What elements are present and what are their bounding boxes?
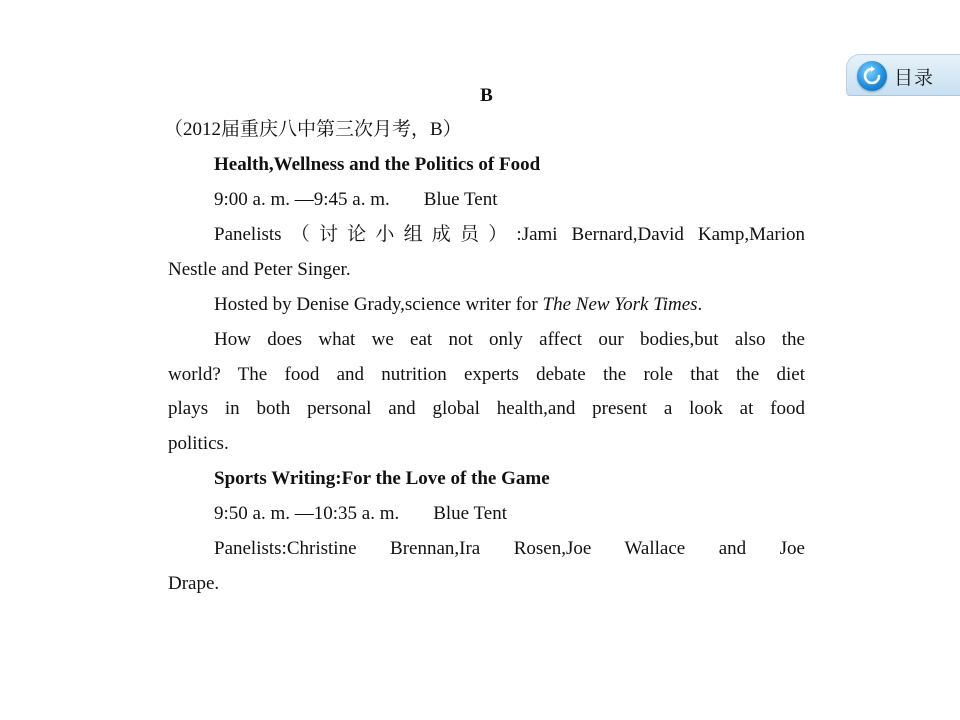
event1-panelists-line2: Nestle and Peter Singer. [168,259,351,280]
source-citation: （2012届重庆八中第三次月考，B） [164,119,462,140]
event1-panelists-line1: Panelists（讨论小组成员）:Jami Bernard,David Kamp,Marion [214,224,805,245]
event1-title: Health,Wellness and the Politics of Food [214,154,541,175]
event2-panelists-line2: Drape. [168,573,220,594]
event1-host [214,293,702,317]
toc-label: 目录 [894,67,935,89]
event1-desc-line3: plays in both personal and global health,and present a look at food [168,398,805,419]
section-letter: B [480,85,493,106]
event1-time: 9:00 a. m. —9:45 a. m. [214,189,390,210]
event1-desc-line4: politics. [168,433,229,454]
event2-title: Sports Writing:For the Love of the Game [214,468,550,489]
event1-host-period: . [697,294,703,315]
event1-host-text: Hosted by Denise Grady,science writer for [214,294,543,315]
event2-time: 9:50 a. m. —10:35 a. m. [214,503,400,524]
event1-place: Blue Tent [423,189,498,210]
event1-schedule [214,188,498,212]
toc-button[interactable] [846,54,960,96]
event1-desc-line2: world? The food and nutrition experts debate the role that the diet [168,364,805,385]
event2-schedule [214,502,507,526]
refresh-circle-icon [857,61,887,91]
event2-panelists-line1: Panelists:Christine Brennan,Ira Rosen,Joe Wallace and Joe [214,538,805,559]
event1-publication: The New York Times [542,294,698,315]
event1-desc-line1: How does what we eat not only affect our bodies,but also the [214,329,805,350]
event2-place: Blue Tent [433,503,508,524]
